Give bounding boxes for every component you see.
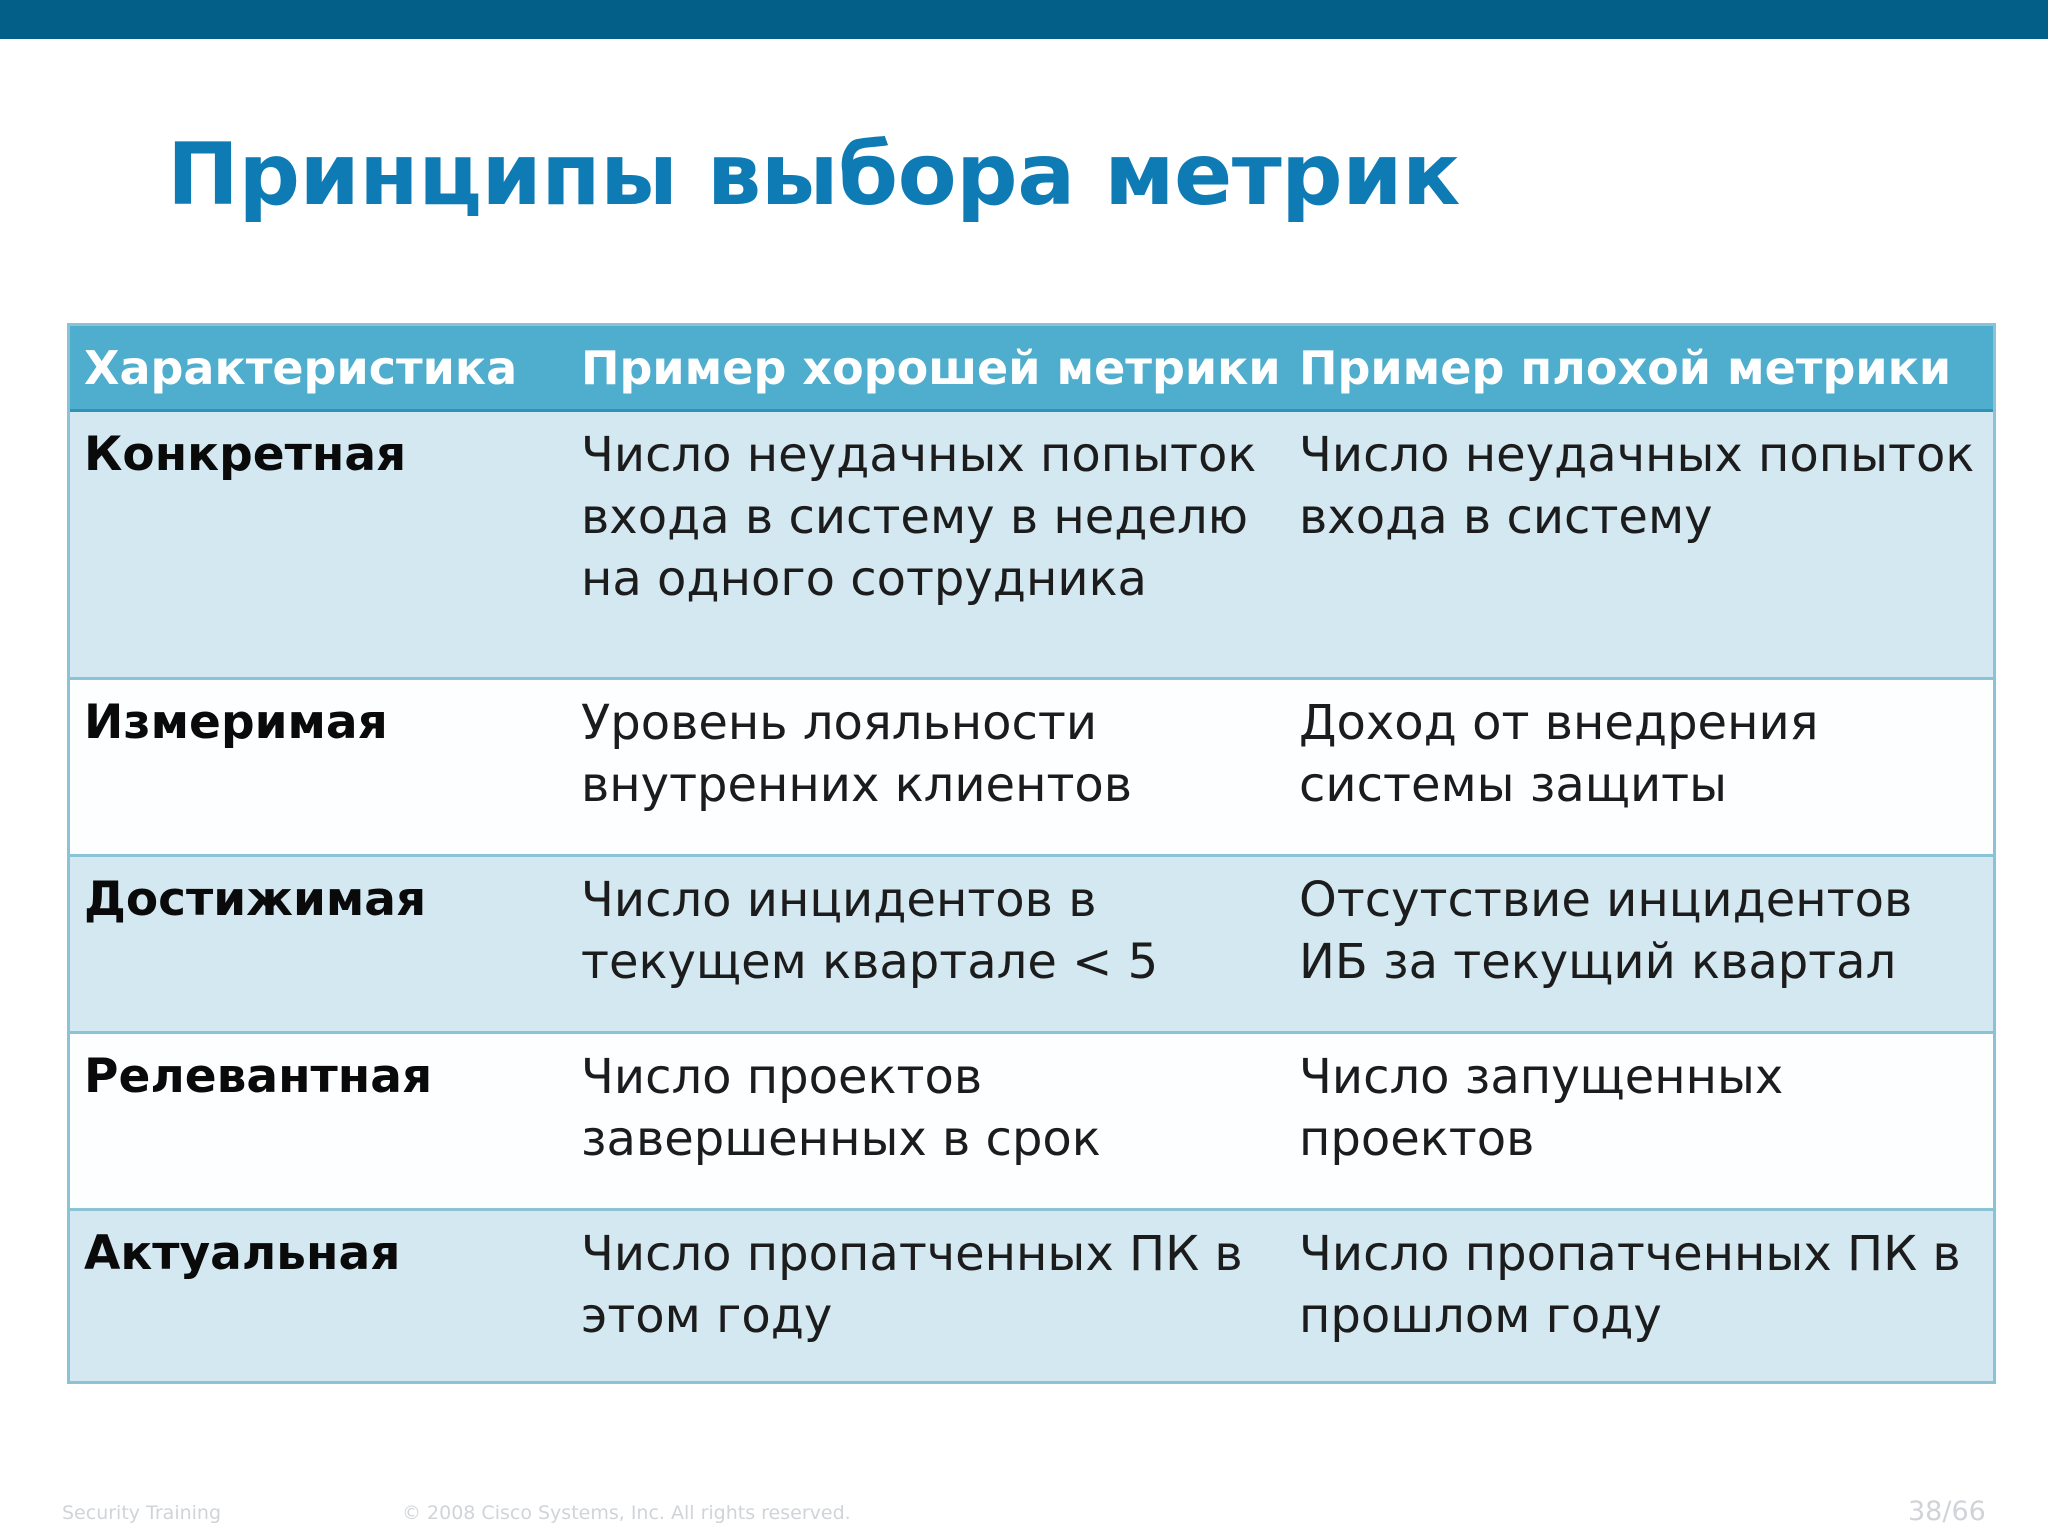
good-metric-cell: Число инцидентов в текущем квартале < 5	[581, 872, 1159, 990]
top-bar	[0, 0, 2048, 39]
characteristic-cell: Релевантная	[84, 1049, 433, 1104]
good-metric-cell: Число проектов завершенных в срок	[581, 1049, 1101, 1167]
bad-metric-cell: Число запущенных проектов	[1299, 1049, 1784, 1167]
slide-title: Принципы выбора метрик	[167, 125, 1460, 225]
table-row	[70, 412, 1993, 677]
table-row	[70, 1208, 1993, 1381]
footer-copyright: © 2008 Cisco Systems, Inc. All rights reserved.	[402, 1502, 851, 1524]
bad-metric-cell: Число пропатченных ПК в прошлом году	[1299, 1226, 1961, 1344]
good-metric-cell: Уровень лояльности внутренних клиентов	[581, 695, 1133, 813]
characteristic-cell: Актуальная	[84, 1226, 401, 1281]
table-row	[70, 1031, 1993, 1208]
footer-course-label: Security Training	[62, 1502, 222, 1524]
characteristic-cell: Конкретная	[84, 427, 407, 482]
metrics-table	[67, 323, 1996, 1384]
table-row	[70, 854, 1993, 1031]
header-bad-metric: Пример плохой метрики	[1299, 340, 1952, 395]
page-number: 38/66	[1908, 1496, 1986, 1527]
header-good-metric: Пример хорошей метрики	[581, 340, 1281, 395]
header-characteristic: Характеристика	[84, 340, 518, 395]
characteristic-cell: Достижимая	[84, 872, 427, 927]
table-header-row	[70, 326, 1993, 412]
bad-metric-cell: Число неудачных попыток входа в систему	[1299, 427, 1975, 545]
good-metric-cell: Число пропатченных ПК в этом году	[581, 1226, 1243, 1344]
characteristic-cell: Измеримая	[84, 695, 388, 750]
bad-metric-cell: Отсутствие инцидентов ИБ за текущий квартал	[1299, 872, 1913, 990]
good-metric-cell: Число неудачных попыток входа в систему в неделю на одного сотрудника	[581, 427, 1257, 607]
bad-metric-cell: Доход от внедрения системы защиты	[1299, 695, 1819, 813]
table-row	[70, 677, 1993, 854]
